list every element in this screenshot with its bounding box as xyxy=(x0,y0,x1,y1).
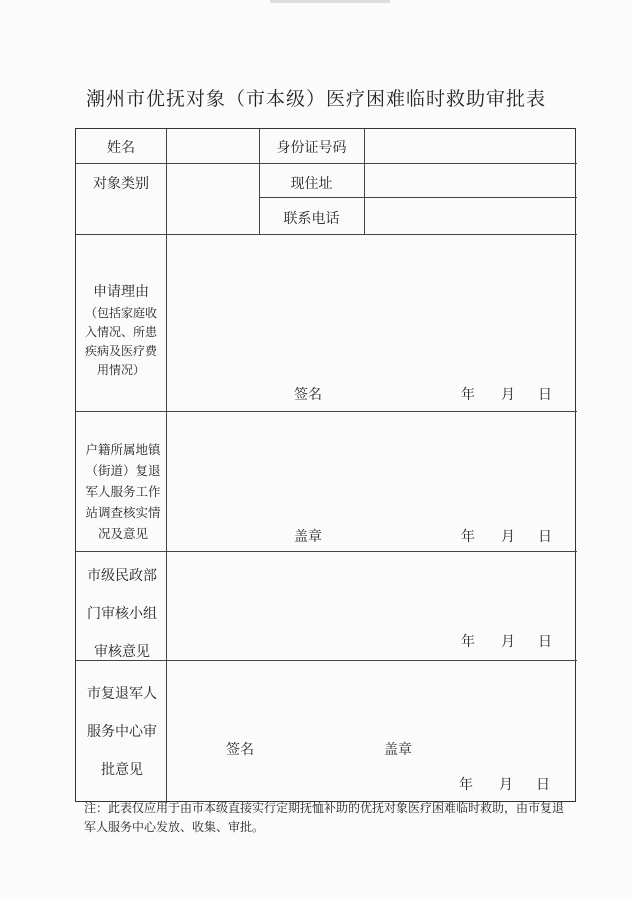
city-date-month: 月 xyxy=(501,634,515,650)
town-opinion-label: 户籍所属地镇（街道）复退军人服务工作站调查核实情况及意见 xyxy=(85,442,161,541)
category-label: 对象类别 xyxy=(93,176,149,192)
center-date-day: 日 xyxy=(536,777,550,793)
center-approval-label: 市复退军人服务中心审批意见 xyxy=(87,686,157,778)
apply-date-day: 日 xyxy=(538,387,552,403)
scan-mark xyxy=(270,0,390,3)
phone-field[interactable] xyxy=(365,198,577,234)
town-opinion-field[interactable] xyxy=(167,412,577,551)
category-field[interactable] xyxy=(167,164,259,234)
footnote: 注：此表仅应用于由市本级直接实行定期抚恤补助的优抚对象医疗困难临时救助，由市复退军人服务中心发放、收集、审批。 xyxy=(84,801,565,834)
name-label: 姓名 xyxy=(107,140,135,156)
city-review-field[interactable] xyxy=(167,552,577,660)
center-date-year: 年 xyxy=(459,777,473,793)
phone-label: 联系电话 xyxy=(283,211,340,227)
id-number-field[interactable] xyxy=(365,129,577,163)
center-date-month: 月 xyxy=(499,777,513,793)
town-date-year: 年 xyxy=(461,529,475,545)
address-label: 现住址 xyxy=(290,176,333,192)
apply-reason-note: （包括家庭收入情况、所患疾病及医疗费用情况） xyxy=(84,306,157,377)
apply-date-year: 年 xyxy=(461,387,475,403)
apply-date-month: 月 xyxy=(501,387,515,403)
town-seal-label: 盖章 xyxy=(294,529,322,545)
center-sign-label: 签名 xyxy=(226,742,254,758)
form-title: 潮州市优抚对象（市本级）医疗困难临时救助审批表 xyxy=(85,88,546,110)
center-approval-field[interactable] xyxy=(167,661,577,803)
apply-sign-label: 签名 xyxy=(294,387,322,403)
address-field[interactable] xyxy=(365,164,577,197)
approval-form-table xyxy=(75,128,576,802)
city-date-year: 年 xyxy=(461,634,475,650)
apply-reason-field[interactable] xyxy=(167,235,577,411)
name-field[interactable] xyxy=(167,129,259,163)
apply-reason-label: 申请理由 xyxy=(93,284,149,300)
town-date-month: 月 xyxy=(501,529,515,545)
city-review-label: 市级民政部门审核小组审核意见 xyxy=(87,568,157,660)
id-number-label: 身份证号码 xyxy=(276,140,347,156)
center-seal-label: 盖章 xyxy=(384,742,412,758)
town-date-day: 日 xyxy=(538,529,552,545)
city-date-day: 日 xyxy=(538,634,552,650)
